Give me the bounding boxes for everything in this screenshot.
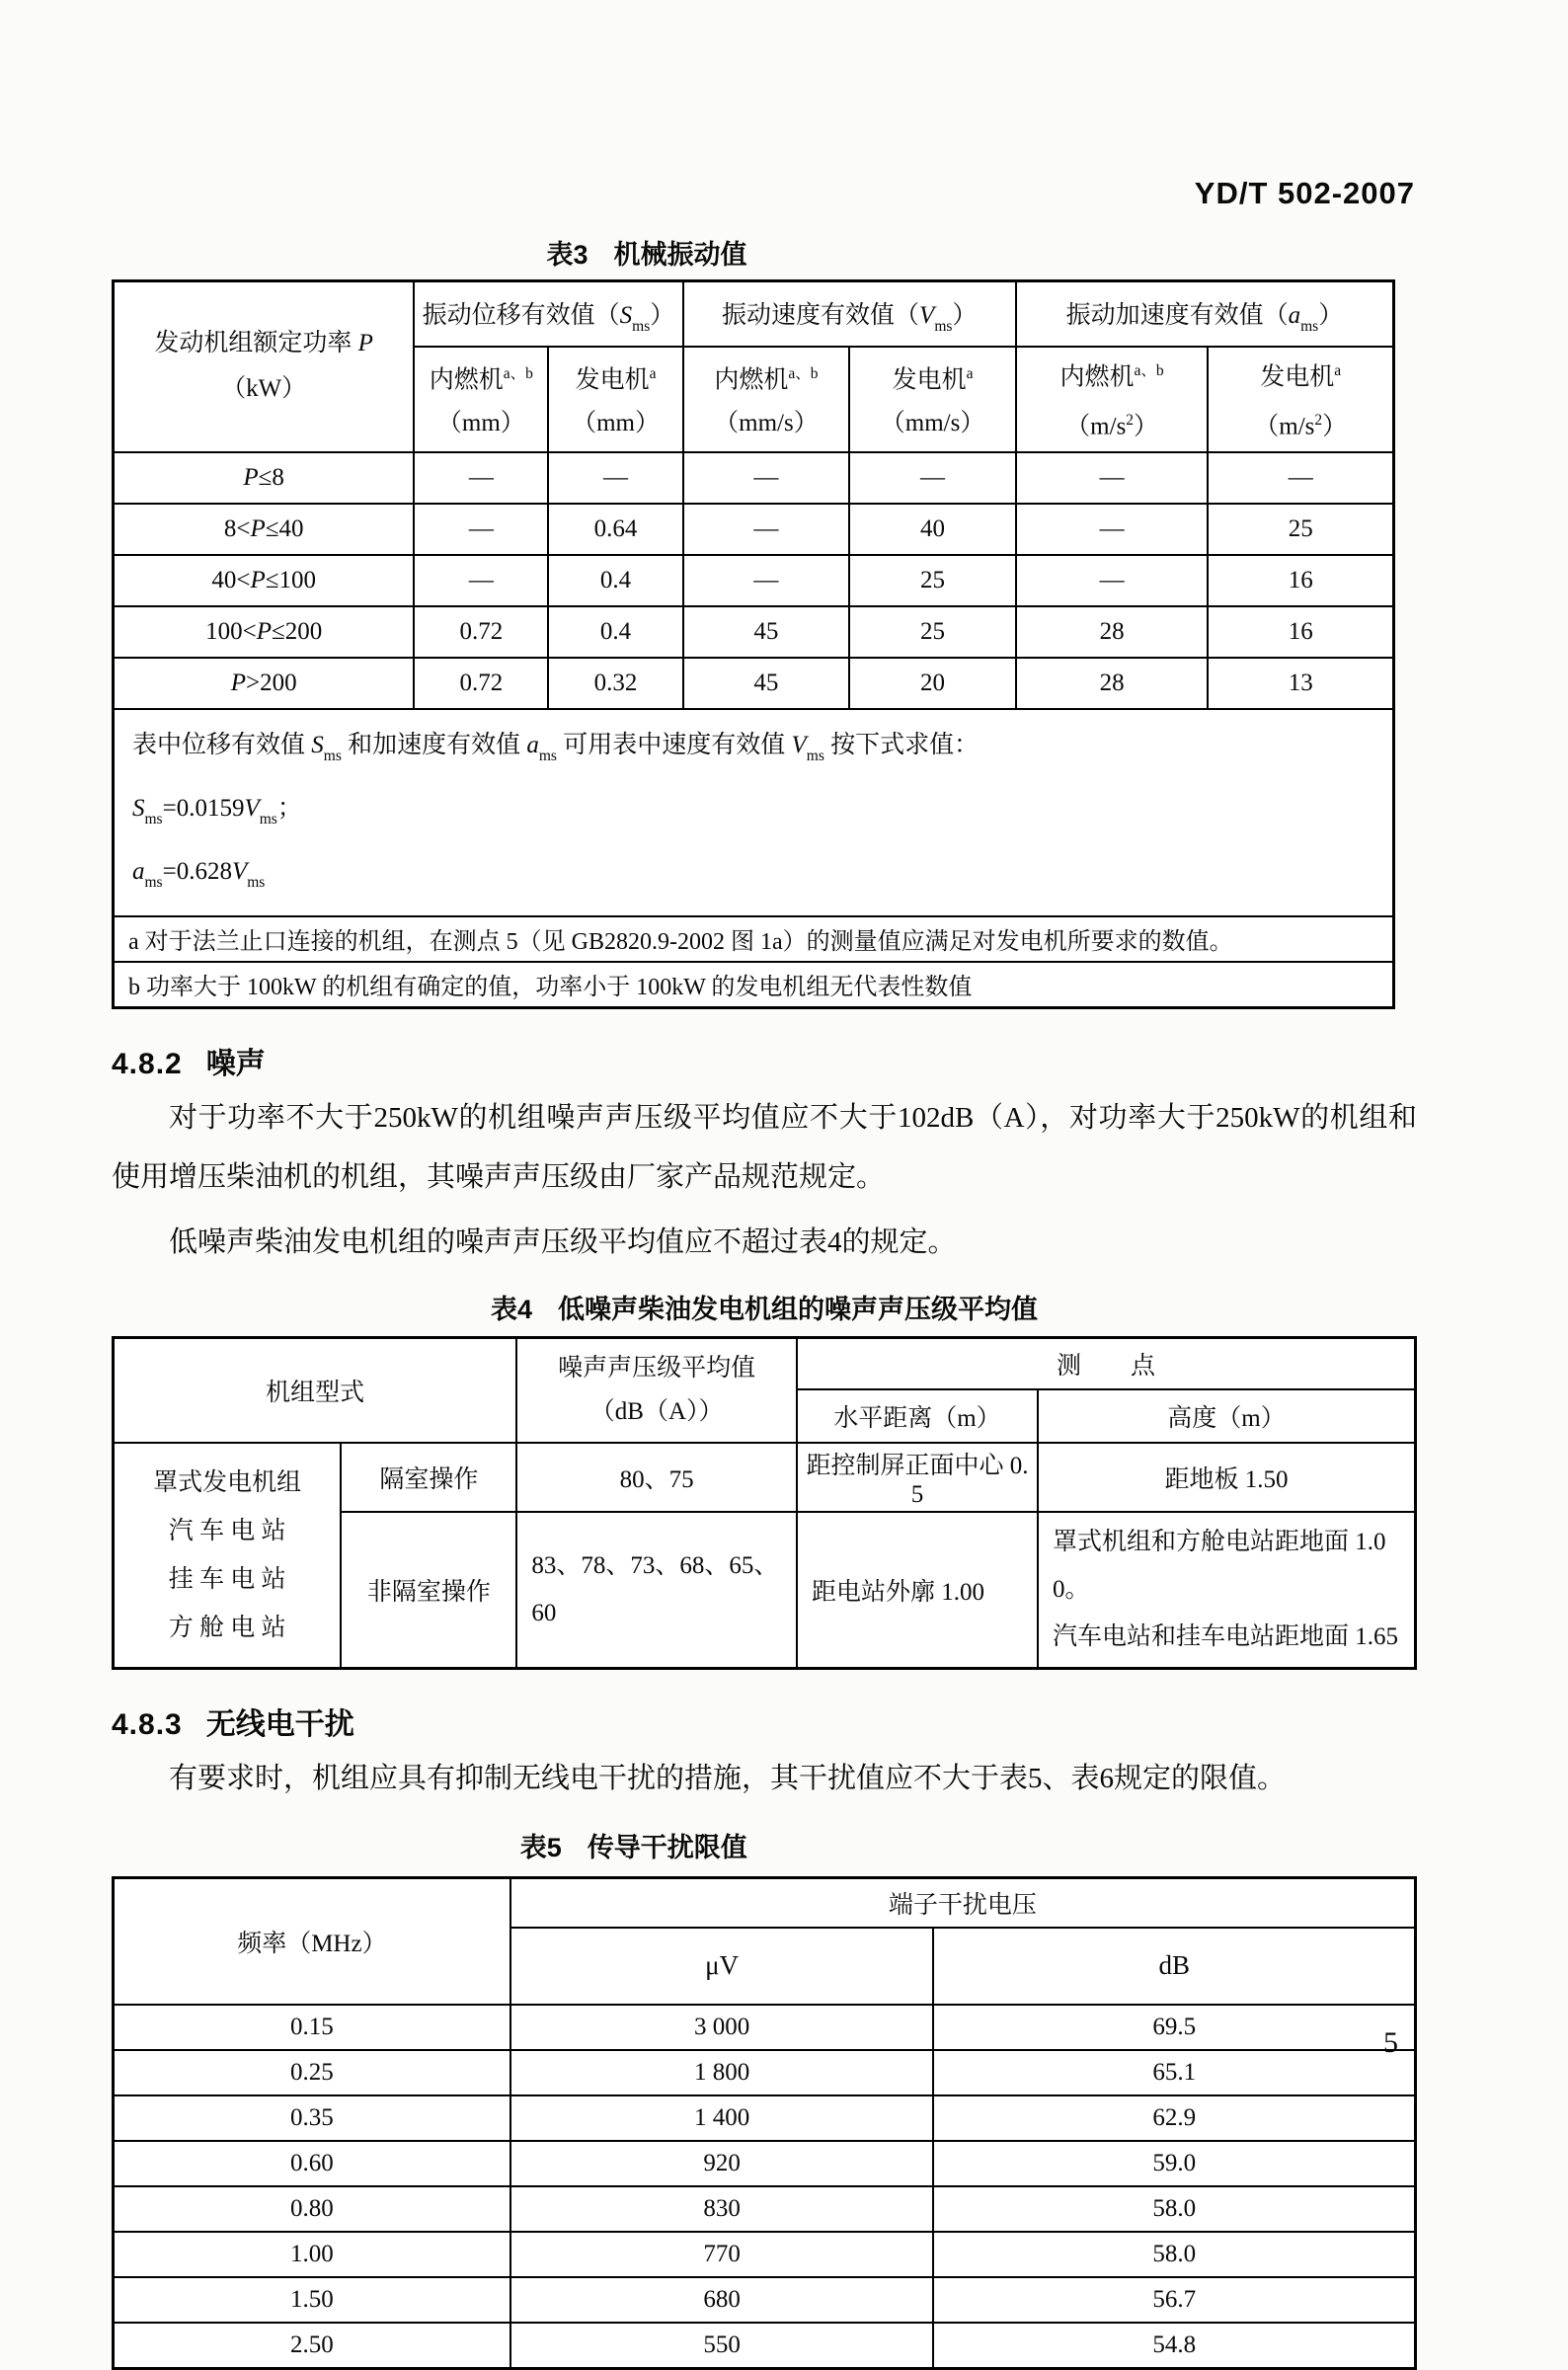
- t3-subheader-generator-mm: [548, 347, 682, 452]
- t3-row-p200: [114, 658, 1394, 709]
- t3-subheader-label: 内燃机$^{a、b}$: [714, 365, 819, 394]
- t5-header-frequency: 频率（MHz）: [114, 1877, 510, 2005]
- t3-subheader-engine-ms2: [1016, 347, 1209, 452]
- section-4-8-2-paragraph-1: 对于功率不大于250kW的机组噪声声压级平均值应不大于102dB（A），对功率大于250kW的机组和使用增压柴油机的机组，其噪声声压级由厂家产品规范规定。: [112, 1101, 1417, 1193]
- t3-subheader-generator-ms2: [1208, 347, 1393, 452]
- t3-cell: 28: [1016, 606, 1209, 658]
- t3-header-rated-power-line2: （kW）: [221, 375, 307, 403]
- table3-title-number: 表3: [546, 240, 588, 270]
- t5-freq: 0.80: [114, 2186, 510, 2232]
- t3-cell: —: [849, 452, 1016, 504]
- t4-unit-type-line: 挂 车 电 站: [168, 1565, 286, 1593]
- t5-row: [114, 2186, 1416, 2232]
- t3-range: 40<P≤100: [114, 555, 415, 606]
- t3-note-intro: 表中位移有效值 $S_{ms}$ 和加速度有效值 $a_{ms}$ 可用表中速度有效值 $V_{ms}$ 按下式求值：: [132, 731, 980, 764]
- t5-freq: 0.60: [114, 2141, 510, 2186]
- t4-header-noise-level-line1: 噪声声压级平均值: [558, 1354, 756, 1382]
- t3-subheader-label: 内燃机$^{a、b}$: [1059, 362, 1164, 391]
- t3-cell: —: [683, 504, 850, 555]
- table3-title-text: 机械振动值: [613, 240, 747, 270]
- t3-cell: 13: [1208, 658, 1393, 709]
- section-4-8-3-title: 无线电干扰: [205, 1707, 354, 1741]
- t5-uv: 680: [510, 2277, 934, 2323]
- t4-level-line: 60: [531, 1599, 557, 1626]
- t3-subheader-engine-mm: [414, 347, 548, 452]
- t5-uv: 830: [510, 2186, 934, 2232]
- section-4-8-3-paragraph-1: 有要求时，机组应具有抑制无线电干扰的措施，其干扰值应不大于表5、表6规定的限值。: [169, 1762, 1287, 1794]
- t3-subheader-engine-mms: [683, 347, 850, 452]
- t3-subheader-label: 发电机$^a$: [575, 365, 657, 394]
- t3-subheader-unit: （mm/s）: [714, 410, 819, 437]
- t3-footnote-b: b 功率大于 100kW 的机组有确定的值，功率小于 100kW 的发电机组无代表性数值: [114, 962, 1394, 1008]
- section-4-8-3-number: 4.8.3: [112, 1707, 183, 1741]
- t5-row: [114, 2141, 1416, 2186]
- t3-subheader-label: 内燃机$^{a、b}$: [429, 365, 533, 394]
- t4-op-mode: 隔室操作: [341, 1443, 516, 1512]
- t3-footnote-b-row: [114, 962, 1394, 1008]
- t3-subheader-unit: （mm）: [436, 410, 525, 437]
- table4-title-text: 低噪声柴油发电机组的噪声声压级平均值: [558, 1294, 1039, 1324]
- section-4-8-2-number: 4.8.2: [112, 1047, 183, 1080]
- t4-level: 80、75: [516, 1443, 797, 1512]
- t4-header-noise-level: [516, 1337, 797, 1443]
- t3-cell: 25: [1208, 504, 1393, 555]
- t3-cell: 20: [849, 658, 1016, 709]
- t4-header-measure-point-group: 测 点: [797, 1337, 1416, 1389]
- t4-unit-type-cell: [114, 1443, 342, 1669]
- t3-cell: 16: [1208, 555, 1393, 606]
- t3-cell: —: [683, 452, 850, 504]
- table5-title-number: 表5: [519, 1832, 562, 1862]
- section-4-8-2-title: 噪声: [205, 1047, 266, 1080]
- t3-note-formula-s: $S_{ms}=0.0159V_{ms}$；: [132, 794, 302, 828]
- t4-header-noise-level-line2: （dB（A））: [589, 1397, 724, 1425]
- t5-freq: 1.50: [114, 2277, 510, 2323]
- t3-cell: —: [1016, 452, 1209, 504]
- t5-uv: 1 800: [510, 2050, 934, 2095]
- t3-footnote-a-row: [114, 916, 1394, 962]
- t4-height: 距地板 1.50: [1038, 1443, 1416, 1512]
- page-number: 5: [1383, 2026, 1398, 2059]
- t3-subheader-unit: （mm/s）: [880, 410, 985, 437]
- t5-row: [114, 2005, 1416, 2050]
- t4-height-line: 罩式机组和方舱电站距地面 1.00。: [1052, 1528, 1386, 1603]
- t3-cell: 0.72: [414, 606, 548, 658]
- t5-freq: 1.00: [114, 2232, 510, 2277]
- t5-header-db: dB: [933, 1928, 1415, 2005]
- t5-db: 62.9: [933, 2095, 1415, 2141]
- t3-range: 100<P≤200: [114, 606, 415, 658]
- standard-number-header: YD/T 502-2007: [1194, 176, 1415, 210]
- table4-title-number: 表4: [490, 1294, 533, 1324]
- t5-uv: 920: [510, 2141, 934, 2186]
- t5-db: 65.1: [933, 2050, 1415, 2095]
- t3-subheader-generator-mms: [849, 347, 1016, 452]
- t3-cell: —: [548, 452, 682, 504]
- t3-cell: —: [1016, 504, 1209, 555]
- t5-freq: 2.50: [114, 2323, 510, 2369]
- table5-title-text: 传导干扰限值: [587, 1832, 747, 1862]
- t3-subheader-unit: $(m/s^2)$: [1254, 412, 1348, 440]
- t5-uv: 1 400: [510, 2095, 934, 2141]
- t3-row-8-40: [114, 504, 1394, 555]
- t4-header-height: 高度（m）: [1038, 1389, 1416, 1443]
- t3-group-velocity: 振动速度有效值$(V_{ms})$: [683, 281, 1016, 348]
- t3-cell: 0.4: [548, 555, 682, 606]
- t4-unit-type-line: 汽 车 电 站: [168, 1517, 286, 1544]
- t3-cell: 28: [1016, 658, 1209, 709]
- t4-header-horizontal-distance: 水平距离（m）: [797, 1389, 1038, 1443]
- t3-cell: 0.64: [548, 504, 682, 555]
- t4-header-unit-type: 机组型式: [114, 1337, 517, 1443]
- table3-title: [112, 233, 1182, 272]
- table5-title: [112, 1826, 1156, 1864]
- t3-cell: 25: [849, 606, 1016, 658]
- t3-note-formula-a: $a_{ms}=0.628V_{ms}$: [132, 857, 266, 891]
- t3-row-p8: [114, 452, 1394, 504]
- page-content: [112, 176, 1417, 2370]
- t3-cell: 0.4: [548, 606, 682, 658]
- section-4-8-3-heading: [112, 1699, 1417, 1743]
- t4-height-line: 汽车电站和挂车电站距地面 1.65: [1052, 1622, 1398, 1650]
- table4-title: [112, 1288, 1417, 1326]
- t3-row-100-200: [114, 606, 1394, 658]
- t3-cell: —: [414, 504, 548, 555]
- t4-horizontal: 距电站外廓 1.00: [797, 1512, 1038, 1669]
- t5-db: 59.0: [933, 2141, 1415, 2186]
- t4-unit-type-line: 罩式发电机组: [153, 1468, 302, 1496]
- t5-db: 58.0: [933, 2232, 1415, 2277]
- t4-level-line: 83、78、73、68、65、: [531, 1551, 779, 1579]
- t3-range: P>200: [114, 658, 415, 709]
- t5-header-terminal-voltage: 端子干扰电压: [510, 1877, 1416, 1928]
- t4-horizontal: 距控制屏正面中心 0.5: [797, 1443, 1038, 1512]
- table4-noise-levels: [112, 1336, 1417, 1670]
- t5-row: [114, 2050, 1416, 2095]
- t3-group-acceleration: 振动加速度有效值$(a_{ms})$: [1016, 281, 1394, 348]
- t5-uv: 770: [510, 2232, 934, 2277]
- t3-range: P≤8: [114, 452, 415, 504]
- t5-db: 56.7: [933, 2277, 1415, 2323]
- t5-db: 54.8: [933, 2323, 1415, 2369]
- t4-unit-type-line: 方 舱 电 站: [168, 1614, 286, 1641]
- t3-subheader-unit: （mm）: [572, 410, 660, 437]
- t3-subheader-label: 发电机$^a$: [892, 365, 974, 394]
- t5-row: [114, 2095, 1416, 2141]
- t5-freq: 0.25: [114, 2050, 510, 2095]
- t3-cell: —: [1208, 452, 1393, 504]
- t3-footnote-a: a 对于法兰止口连接的机组，在测点 5（见 GB2820.9-2002 图 1a）的测量值应满足对发电机所要求的数值。: [114, 916, 1394, 962]
- t5-row: [114, 2277, 1416, 2323]
- t3-cell: 16: [1208, 606, 1393, 658]
- t5-row: [114, 2323, 1416, 2369]
- t3-range: 8<P≤40: [114, 504, 415, 555]
- t3-row-40-100: [114, 555, 1394, 606]
- t3-cell: —: [1016, 555, 1209, 606]
- t5-freq: 0.35: [114, 2095, 510, 2141]
- t4-row-enclosed: [114, 1443, 1416, 1512]
- t3-cell: 0.72: [414, 658, 548, 709]
- t3-cell: 40: [849, 504, 1016, 555]
- t3-cell: —: [414, 452, 548, 504]
- t3-group-displacement: 振动位移有效值$(S_{ms})$: [414, 281, 682, 348]
- t5-row: [114, 2232, 1416, 2277]
- t3-subheader-unit: $(m/s^2)$: [1065, 412, 1159, 440]
- section-4-8-2-paragraph-2: 低噪声柴油发电机组的噪声声压级平均值应不超过表4的规定。: [169, 1225, 957, 1258]
- t3-header-rated-power-line1: 发动机组额定功率 P: [154, 330, 373, 357]
- table5-conducted-interference: [112, 1876, 1417, 2370]
- t3-header-rated-power: [114, 281, 415, 452]
- t3-cell: —: [414, 555, 548, 606]
- t3-cell: —: [683, 555, 850, 606]
- t3-cell: 25: [849, 555, 1016, 606]
- t4-height: [1038, 1512, 1416, 1669]
- t4-level: [516, 1512, 797, 1669]
- t3-subheader-label: 发电机$^a$: [1260, 362, 1342, 391]
- table3-mechanical-vibration: [112, 279, 1395, 1009]
- t5-uv: 550: [510, 2323, 934, 2369]
- t5-db: 69.5: [933, 2005, 1415, 2050]
- t3-cell: 45: [683, 658, 850, 709]
- t3-cell: 45: [683, 606, 850, 658]
- t5-db: 58.0: [933, 2186, 1415, 2232]
- t5-uv: 3 000: [510, 2005, 934, 2050]
- t3-cell: 0.32: [548, 658, 682, 709]
- section-4-8-2-heading: [112, 1039, 1417, 1082]
- t5-freq: 0.15: [114, 2005, 510, 2050]
- t3-notes-cell: [114, 709, 1394, 916]
- t5-header-uv: μV: [510, 1928, 934, 2005]
- t3-notes-row: [114, 709, 1394, 916]
- t4-op-mode: 非隔室操作: [341, 1512, 516, 1669]
